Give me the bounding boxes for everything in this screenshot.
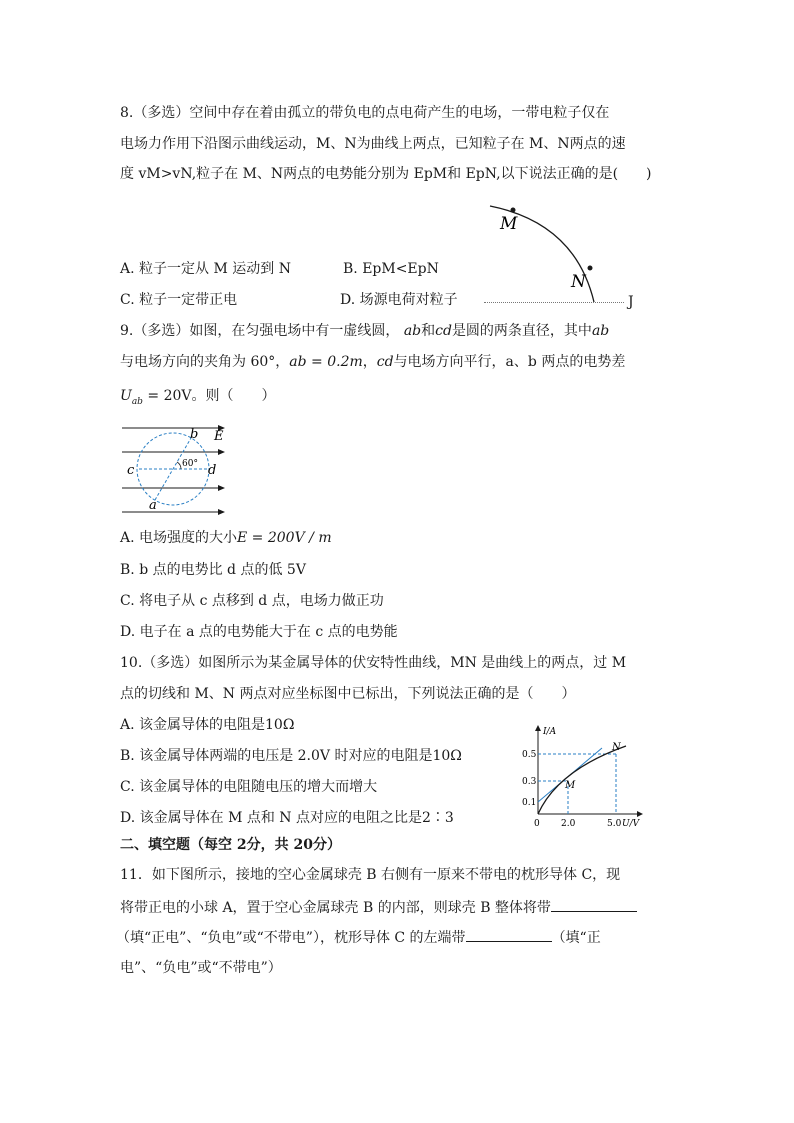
q9-ab: ab [403,323,422,339]
label-graph-m: M [565,780,576,791]
q9-line2-b: ， [362,354,377,370]
q11-line3 [116,927,601,948]
point-m [511,208,516,213]
q9-u-val: = 20V [142,388,192,404]
label-x-20: 2.0 [561,819,576,828]
q9-option-a-text: A. 电场强度的大小 [120,530,238,546]
q8-option-b: B. EpM<EpN [343,261,439,277]
label-b: b [190,427,199,442]
q9-ab-2: ab [591,323,610,339]
q8-line3: 度 vM>vN,粒子在 M、N两点的电势能分别为 EpM和 EpN,以下说法正确的是( ) [120,166,652,182]
q10-option-b: B. 该金属导体两端的电压是 2.0V 时对应的电阻是10Ω [120,748,462,764]
label-ia: I/A [543,727,557,737]
q9-u-sub: ab [131,396,143,407]
label-origin: 0 [534,819,540,828]
q9-line3-end: 。则（ ） [191,388,276,404]
q9-line3 [120,386,276,412]
q9-line2-a: 与电场方向的夹角为 60°， [120,354,290,370]
q9-line1-end: 是圆的两条直径，其中 [451,323,592,339]
q8-trajectory-figure [480,198,630,308]
label-y-03: 0.3 [522,777,537,787]
q8-line2: 电场力作用下沿图示曲线运动，M、N为曲线上两点，已知粒子在 M、N两点的速 [120,136,626,152]
q8-option-d-tail: J [628,294,634,310]
q9-option-b: B. b 点的电势比 d 点的低 5V [120,562,306,578]
q9-line2-c: 与电场方向平行，a、b 两点的电势差 [393,354,626,370]
q8-line1: 8.（多选）空间中存在着由孤立的带负电的点电荷产生的电场，一带电粒子仅在 [120,105,610,121]
label-60deg: 60° [182,459,198,469]
q9-option-d: D. 电子在 a 点的电势能大于在 c 点的电势能 [120,624,398,640]
q9-eq-ab: ab = 0.2m [289,354,363,370]
blank-1[interactable] [551,897,637,912]
q10-option-c: C. 该金属导体的电阻随电压的增大而增大 [120,779,378,795]
q8-option-a: A. 粒子一定从 M 运动到 N [120,261,291,277]
label-a: a [149,498,157,513]
q8-option-c: C. 粒子一定带正电 [120,292,238,308]
q11-line3-b: （填“正 [551,930,601,946]
label-x-50: 5.0 [607,819,622,828]
label-y-01: 0.1 [522,798,537,808]
q11-line4: 电”、“负电”或“不带电”） [120,960,282,976]
q9-option-c: C. 将电子从 c 点移到 d 点，电场力做正功 [120,593,384,609]
q10-line2: 点的切线和 M、N 两点对应坐标图中已标出，下列说法正确的是（ ） [120,686,576,702]
q9-field-figure [118,418,234,522]
q11-line2 [120,897,637,918]
q9-and: 和 [421,323,436,339]
label-d: d [208,463,217,478]
q11-line2-text: 将带正电的小球 A，置于空心金属球壳 B 的内部，则球壳 B 整体将带 [120,900,551,916]
q9-line2 [120,352,625,372]
q10-line1: 10.（多选）如图所示为某金属导体的伏安特性曲线，MN 是曲线上的两点，过 M [120,655,627,671]
label-m: M [500,214,518,234]
label-graph-n: N [612,742,621,753]
label-y-05: 0.5 [522,750,537,760]
q9-cd: cd [435,323,452,339]
q11-line1: 11．如下图所示，接地的空心金属球壳 B 右侧有一原来不带电的枕形导体 C，现 [120,867,621,883]
label-c: c [127,463,135,478]
angle-arc [177,462,181,469]
iv-curve [538,746,626,814]
q9-line1-text: 9.（多选）如图，在匀强电场中有一虚线圆， [120,323,400,339]
q11-line3-a: （填“正电”、“负电”或“不带电”），枕形导体 C 的左端带 [116,930,466,946]
q9-cd-2: cd [376,354,394,370]
label-e: E [214,429,224,444]
q9-u: U [120,388,132,404]
q10-option-a: A. 该金属导体的电阻是10Ω [120,717,295,733]
q9-option-a [120,528,332,548]
q8-option-d-cutoff [484,302,624,303]
point-n [588,266,593,271]
q10-iv-graph [518,722,648,828]
q9-line1 [120,321,609,341]
q9-option-a-eq: E = 200V / m [237,530,332,546]
section-2-heading: 二、填空题（每空 2分，共 20分） [120,837,341,853]
q10-option-d: D. 该金属导体在 M 点和 N 点对应的电阻之比是2∶3 [120,810,454,826]
q8-option-d: D. 场源电荷对粒子 [340,292,458,308]
label-uv: U/V [622,819,640,828]
label-n: N [571,272,586,292]
blank-2[interactable] [466,927,552,942]
